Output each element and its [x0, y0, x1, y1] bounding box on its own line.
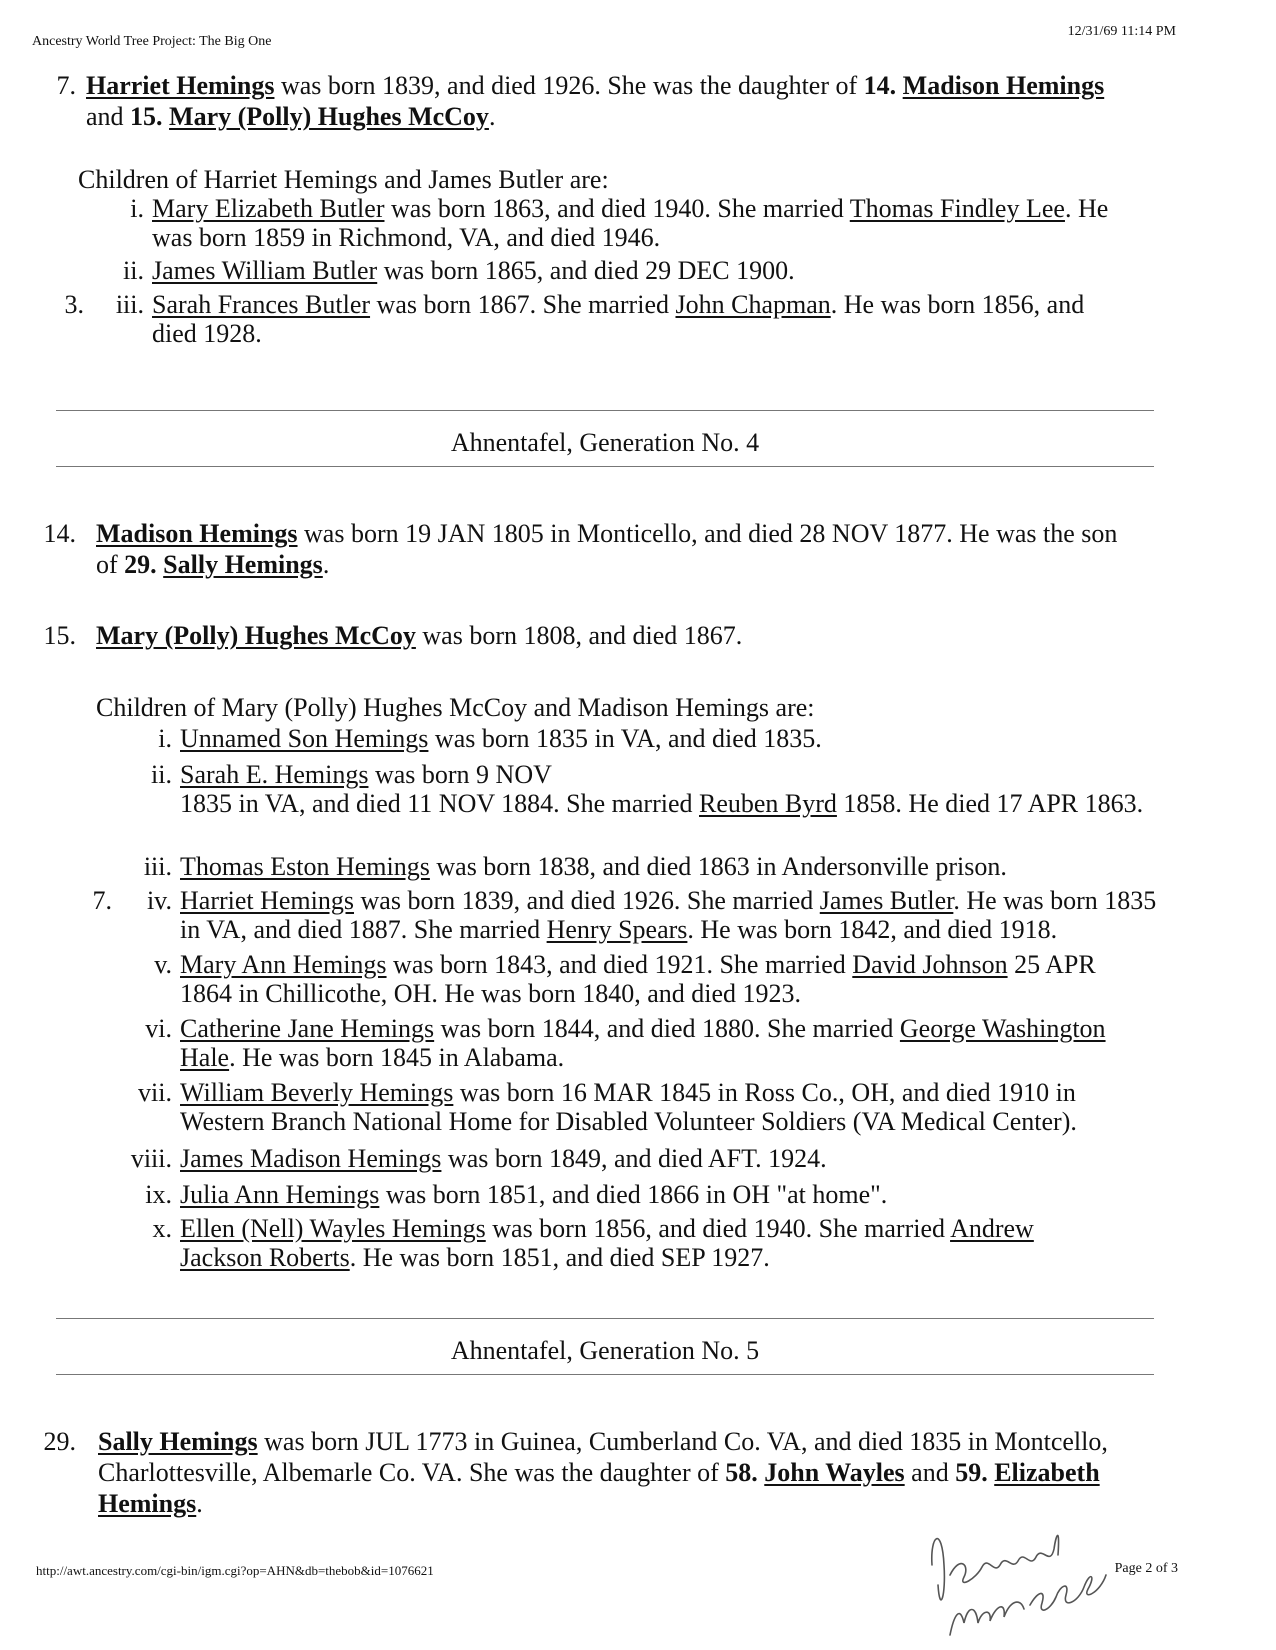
- child-text: was born 1838, and died 1863 in Andersonville prison.: [429, 852, 1007, 881]
- section-divider: [56, 1374, 1154, 1375]
- child-item: [82, 886, 1164, 944]
- child-text: was born 1863, and died 1940. She married: [384, 194, 850, 223]
- child-item: [54, 290, 1114, 348]
- child-name-link[interactable]: James Madison Hemings: [180, 1144, 442, 1173]
- child-text: . He was born 1856, and died 1928.: [152, 290, 1085, 348]
- child-item: [82, 1014, 1152, 1072]
- generation-heading: Ahnentafel, Generation No. 5: [450, 1336, 760, 1365]
- child-roman-numeral: v.: [154, 950, 172, 979]
- parent-name-link[interactable]: Sally Hemings: [163, 550, 323, 579]
- child-text: was born 1849, and died AFT. 1924.: [441, 1144, 827, 1173]
- entry-7: [40, 70, 1140, 132]
- entry-body: [96, 518, 1140, 580]
- entry-text: and: [86, 102, 131, 131]
- child-text: 1835 in VA, and died 11 NOV 1884. She married: [180, 789, 699, 818]
- child-ahnentafel-number: 7.: [92, 886, 112, 915]
- child-roman-numeral: x.: [152, 1214, 172, 1243]
- entry-number: 15.: [43, 621, 76, 650]
- spouse-name-link[interactable]: Reuben Byrd: [699, 789, 837, 818]
- child-text: was born 1856, and died 1940. She married: [485, 1214, 951, 1243]
- entry-text: .: [488, 102, 496, 131]
- child-name-link[interactable]: Mary Elizabeth Butler: [152, 194, 385, 223]
- entry-text: .: [196, 1489, 203, 1518]
- entry-number: 29.: [43, 1427, 76, 1456]
- page-number: Page 2 of 3: [1114, 1561, 1178, 1576]
- child-item: [54, 194, 1114, 252]
- person-name-link[interactable]: Mary (Polly) Hughes McCoy: [96, 621, 416, 650]
- parent-number: 14.: [863, 71, 897, 100]
- entry-text: .: [322, 550, 330, 579]
- child-name-link[interactable]: James William Butler: [152, 256, 378, 285]
- parent-number: 58.: [725, 1458, 758, 1487]
- page-header-timestamp: 12/31/69 11:14 PM: [1067, 24, 1176, 39]
- spouse-name-link[interactable]: James Butler: [819, 886, 954, 915]
- child-text: was born 1867. She married: [370, 290, 676, 319]
- child-text: . He was born 1835 in VA, and died 1887. She married: [180, 886, 1157, 944]
- child-text: was born 16 MAR 1845 in Ross Co., OH, and died 1910 in Western Branch National Home for Disabled Volunteer Soldiers (VA Medical Center).: [180, 1078, 1077, 1136]
- child-roman-numeral: vi.: [145, 1014, 172, 1043]
- child-text: . He was born 1859 in Richmond, VA, and died 1946.: [152, 194, 1109, 252]
- child-item: [82, 724, 1152, 753]
- person-name-link[interactable]: Harriet Hemings: [86, 71, 275, 100]
- child-ahnentafel-number: 3.: [64, 290, 84, 319]
- children-intro: Children of Mary (Polly) Hughes McCoy and Madison Hemings are:: [96, 693, 815, 722]
- entry-number: 14.: [43, 519, 76, 548]
- parent-name-link[interactable]: Mary (Polly) Hughes McCoy: [169, 102, 489, 131]
- spouse-name-link[interactable]: Andrew Jackson Roberts: [180, 1214, 1034, 1272]
- entry-text: was born 19 JAN 1805 in Monticello, and died 28 NOV 1877. He was the son of: [96, 519, 1118, 579]
- child-roman-numeral: i.: [158, 724, 172, 753]
- parent-number: 29.: [124, 550, 157, 579]
- parent-name-link[interactable]: John Wayles: [764, 1458, 905, 1487]
- child-roman-numeral: ix.: [145, 1180, 172, 1209]
- page-url[interactable]: http://awt.ancestry.com/cgi-bin/igm.cgi?op=AHN&db=thebob&id=1076621: [36, 1563, 434, 1578]
- parent-name-link[interactable]: Elizabeth Hemings: [98, 1458, 1100, 1518]
- child-name-link[interactable]: Sarah Frances Butler: [152, 290, 371, 319]
- children-intro: Children of Harriet Hemings and James Butler are:: [78, 165, 609, 194]
- entry-text: was born 1808, and died 1867.: [415, 621, 743, 650]
- child-name-link[interactable]: William Beverly Hemings: [180, 1078, 454, 1107]
- child-text: was born 1839, and died 1926. She married: [354, 886, 820, 915]
- child-name-link[interactable]: Ellen (Nell) Wayles Hemings: [180, 1214, 486, 1243]
- child-roman-numeral: ii.: [123, 256, 144, 285]
- child-item: [54, 256, 1114, 285]
- child-roman-numeral: ii.: [151, 760, 172, 789]
- child-text: was born 1865, and died 29 DEC 1900.: [377, 256, 795, 285]
- person-name-link[interactable]: Madison Hemings: [96, 519, 298, 548]
- entry-text: was born 1839, and died 1926. She was the daughter of: [274, 71, 864, 100]
- child-name-link[interactable]: Harriet Hemings: [180, 886, 355, 915]
- child-roman-numeral: i.: [130, 194, 144, 223]
- child-item: [82, 950, 1152, 1008]
- spouse-name-link[interactable]: Henry Spears: [546, 915, 688, 944]
- spouse-name-link[interactable]: John Chapman: [675, 290, 831, 319]
- child-item: [82, 1144, 1152, 1173]
- child-item: [82, 1180, 1152, 1209]
- child-name-link[interactable]: Catherine Jane Hemings: [180, 1014, 435, 1043]
- generation-heading: Ahnentafel, Generation No. 4: [450, 428, 760, 457]
- entry-number: 7.: [56, 71, 76, 100]
- parent-number: 15.: [130, 102, 163, 131]
- child-roman-numeral: iii.: [143, 852, 172, 881]
- child-item: [82, 852, 1152, 881]
- child-name-link[interactable]: Sarah E. Hemings: [180, 760, 369, 789]
- handwritten-signature: [920, 1505, 1120, 1645]
- child-text: . He was born 1851, and died SEP 1927.: [349, 1243, 770, 1272]
- spouse-name-link[interactable]: David Johnson: [852, 950, 1008, 979]
- entry-text: and: [904, 1458, 956, 1487]
- child-name-link[interactable]: Unnamed Son Hemings: [180, 724, 429, 753]
- child-text: . He was born 1842, and died 1918.: [687, 915, 1058, 944]
- child-name-link[interactable]: Julia Ann Hemings: [180, 1180, 380, 1209]
- section-divider: [56, 466, 1154, 467]
- spouse-name-link[interactable]: George Washington Hale: [180, 1014, 1106, 1072]
- entry-body: [86, 70, 1140, 132]
- entry-body: [96, 620, 1140, 651]
- child-name-link[interactable]: Thomas Eston Hemings: [180, 852, 430, 881]
- section-divider: [56, 410, 1154, 411]
- child-text: . He was born 1845 in Alabama.: [229, 1043, 565, 1072]
- child-text: was born 1851, and died 1866 in OH "at home".: [379, 1180, 888, 1209]
- child-roman-numeral: viii.: [130, 1144, 172, 1173]
- page-header-title: Ancestry World Tree Project: The Big One: [32, 34, 272, 49]
- child-text: 1858. He died 17 APR 1863.: [836, 789, 1144, 818]
- child-text: was born 1843, and died 1921. She married: [386, 950, 853, 979]
- parent-name-link[interactable]: Madison Hemings: [902, 71, 1105, 100]
- entry-text: was born JUL 1773 in Guinea, Cumberland Co. VA, and died 1835 in Montcello, Charlottesville, Albemarle Co. VA. She was the daughter of: [98, 1427, 1108, 1487]
- person-name-link[interactable]: Sally Hemings: [98, 1427, 258, 1456]
- entry-14: [40, 518, 1140, 580]
- child-text: was born 9 NOV: [368, 760, 552, 789]
- child-roman-numeral: iv.: [146, 886, 172, 915]
- child-item: [82, 1078, 1152, 1136]
- child-item: [82, 760, 1152, 818]
- child-roman-numeral: vii.: [138, 1078, 172, 1107]
- entry-15: [40, 620, 1140, 651]
- section-divider: [56, 1318, 1154, 1319]
- child-text: was born 1844, and died 1880. She married: [434, 1014, 900, 1043]
- spouse-name-link[interactable]: Thomas Findley Lee: [849, 194, 1065, 223]
- child-text: 25 APR 1864 in Chillicothe, OH. He was born 1840, and died 1923.: [180, 950, 1096, 1008]
- child-text: was born 1835 in VA, and died 1835.: [428, 724, 822, 753]
- child-item: [82, 1214, 1102, 1272]
- parent-number: 59.: [955, 1458, 988, 1487]
- child-name-link[interactable]: Mary Ann Hemings: [180, 950, 387, 979]
- child-roman-numeral: iii.: [115, 290, 144, 319]
